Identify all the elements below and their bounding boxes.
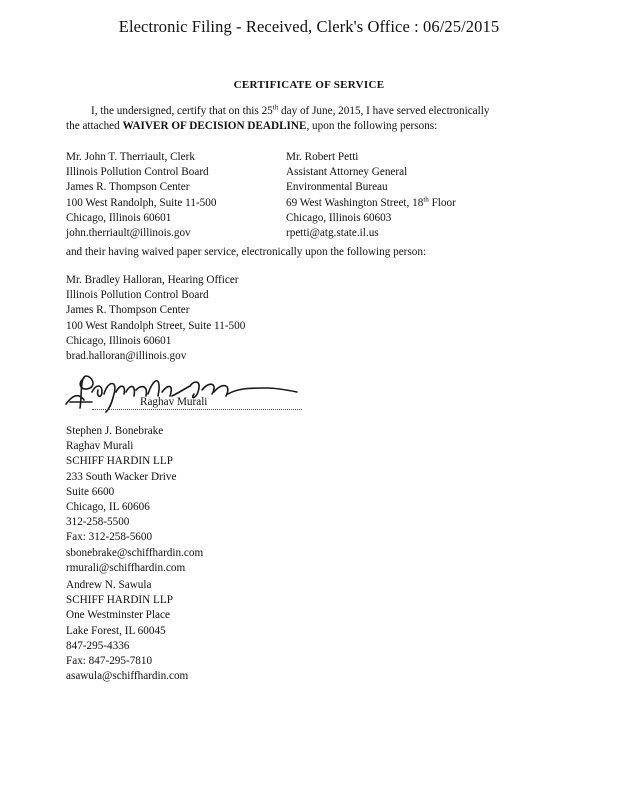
address-line: 69 West Washington Street, 18th Floor xyxy=(286,194,456,209)
address-line: Mr. Robert Petti xyxy=(286,151,359,163)
email-line: asawula@schiffhardin.com xyxy=(66,670,189,683)
address-line: Chicago, Illinois 60603 xyxy=(286,211,392,224)
intro-line-1: I, the undersigned, certify that on this 25th day of June, 2015, I have served electronically xyxy=(91,103,490,117)
recipient-hearing-officer xyxy=(66,273,245,364)
signature-line xyxy=(92,409,302,410)
counsel-line: Stephen J. Bonebrake xyxy=(66,425,164,437)
counsel-line: Fax: 847-295-7810 xyxy=(66,655,153,668)
document-name: WAIVER OF DECISION DEADLINE xyxy=(122,120,307,132)
certificate-title: CERTIFICATE OF SERVICE xyxy=(233,79,385,91)
email-line: brad.halloran@illinois.gov xyxy=(66,350,187,363)
counsel-line: 233 South Wacker Drive xyxy=(66,470,177,483)
address-line: Chicago, Illinois 60601 xyxy=(66,211,172,224)
email-line: john.therriault@illinois.gov xyxy=(66,227,191,240)
address-line: Chicago, Illinois 60601 xyxy=(66,334,172,347)
filing-header: Electronic Filing - Received, Clerk's Office : 06/25/2015 xyxy=(118,17,500,36)
counsel-line: Suite 6600 xyxy=(66,485,115,498)
address-line: James R. Thompson Center xyxy=(66,181,190,194)
address-line: Illinois Pollution Control Board xyxy=(66,166,209,179)
signatory-name: Raghav Murali xyxy=(140,396,208,408)
counsel-line: Andrew N. Sawula xyxy=(66,579,152,591)
intro-paragraph xyxy=(66,104,546,134)
intro-line-2: the attached WAIVER OF DECISION DEADLINE, upon the following persons: xyxy=(66,120,438,132)
recipient-clerk xyxy=(66,150,216,241)
counsel-block-1 xyxy=(66,424,203,576)
recipient-attorney-general xyxy=(286,150,456,241)
counsel-line: SCHIFF HARDIN LLP xyxy=(66,455,173,468)
email-line: sbonebrake@schiffhardin.com xyxy=(66,546,204,559)
address-line: Illinois Pollution Control Board xyxy=(66,289,209,302)
email-line: rmurali@schiffhardin.com xyxy=(66,561,186,574)
counsel-line: Chicago, IL 60606 xyxy=(66,501,150,514)
counsel-line: Fax: 312-258-5600 xyxy=(66,531,153,544)
address-line: 100 West Randolph, Suite 11-500 xyxy=(66,196,217,209)
address-line: James R. Thompson Center xyxy=(66,304,190,317)
counsel-line: 847-295-4336 xyxy=(66,639,130,652)
counsel-line: 312-258-5500 xyxy=(66,516,130,529)
address-line: Assistant Attorney General xyxy=(286,166,408,179)
address-line: Environmental Bureau xyxy=(286,181,388,194)
address-line: Mr. Bradley Halloran, Hearing Officer xyxy=(66,274,239,286)
counsel-line: One Westminster Place xyxy=(66,609,170,622)
counsel-line: Lake Forest, IL 60045 xyxy=(66,624,166,637)
counsel-line: Raghav Murali xyxy=(66,440,134,453)
counsel-line: SCHIFF HARDIN LLP xyxy=(66,594,173,607)
counsel-block-2 xyxy=(66,578,188,684)
address-line: Mr. John T. Therriault, Clerk xyxy=(66,151,195,163)
address-line: 100 West Randolph Street, Suite 11-500 xyxy=(66,319,246,332)
waived-service-text: and their having waived paper service, electronically upon the following person: xyxy=(66,246,427,258)
email-line: rpetti@atg.state.il.us xyxy=(286,227,379,240)
